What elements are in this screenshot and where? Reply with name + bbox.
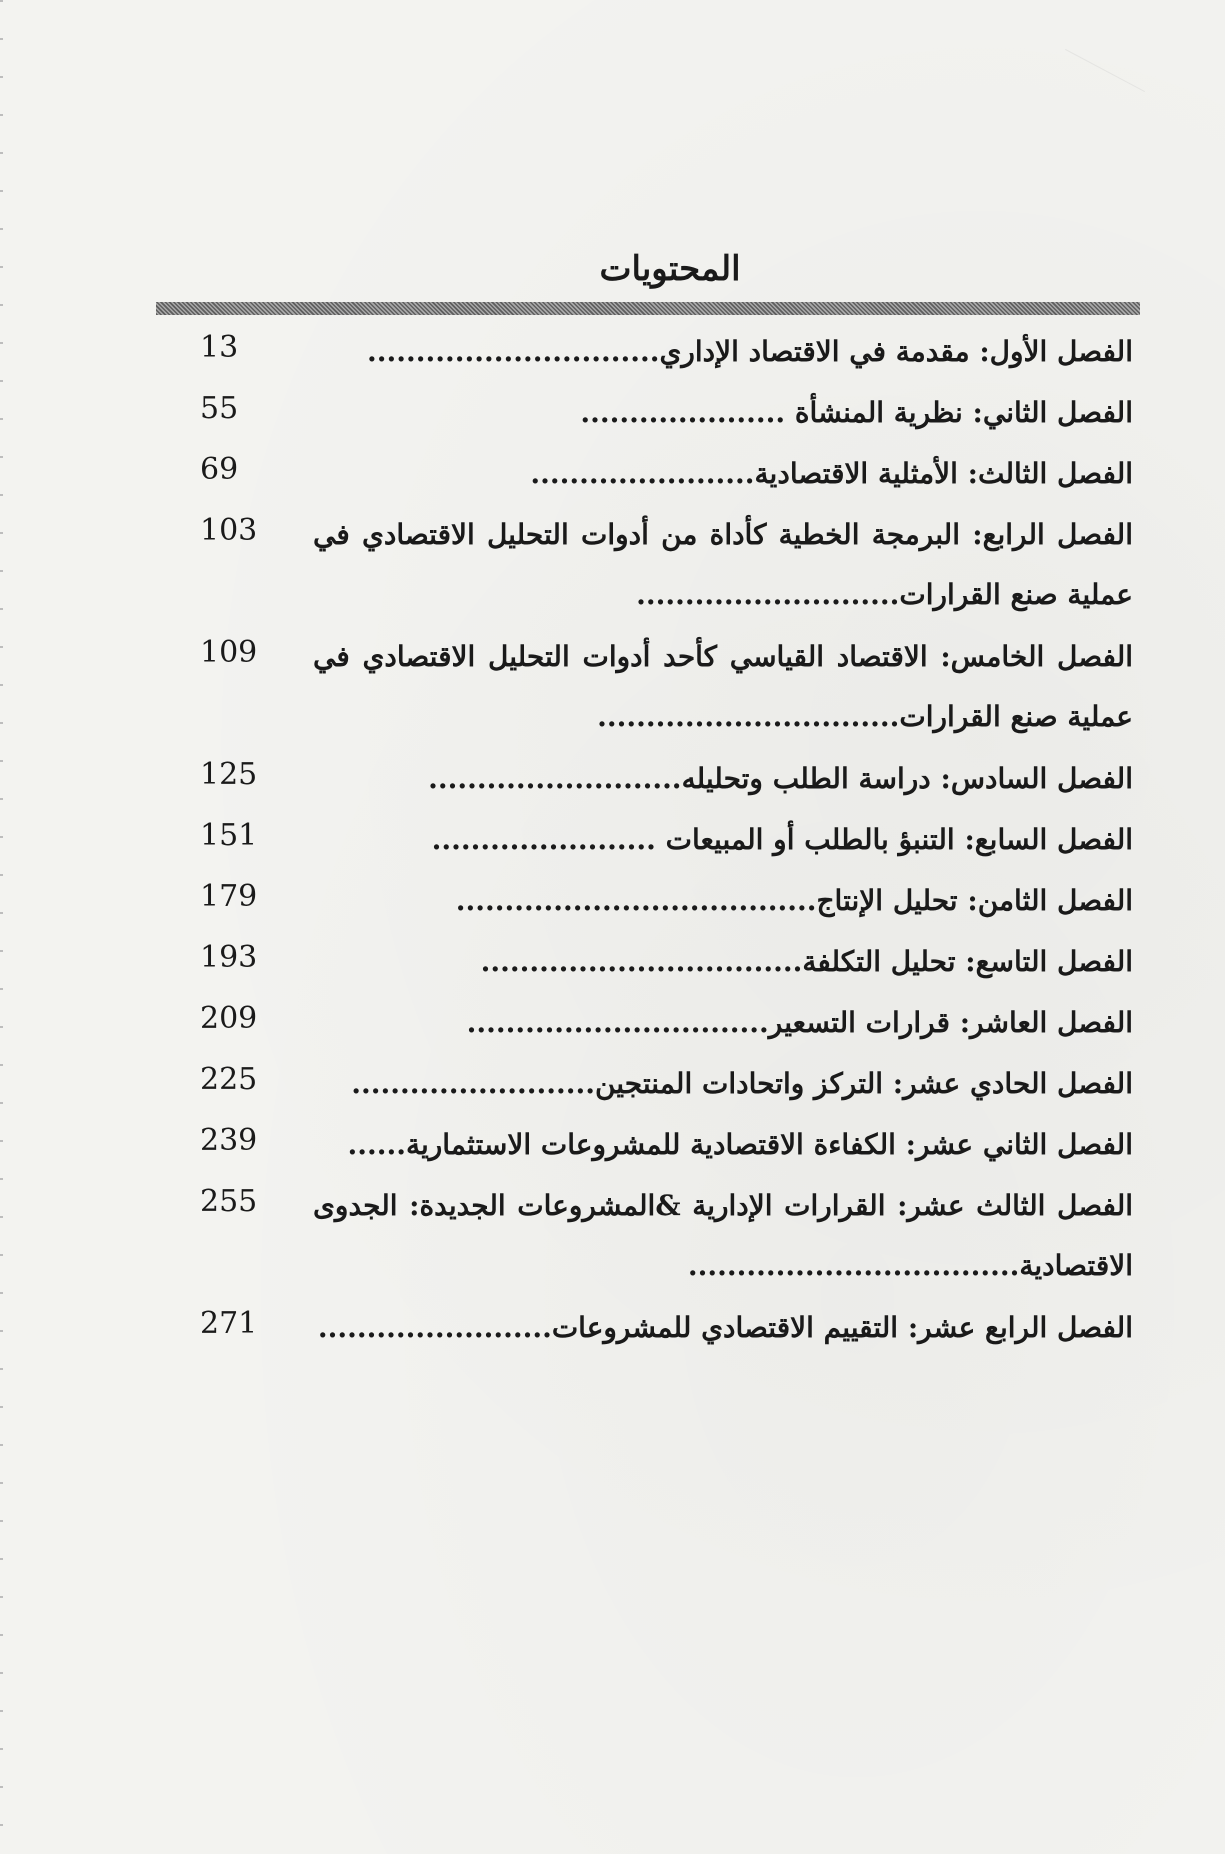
page-number: 239: [200, 1123, 258, 1158]
toc-entry-text: [313, 1054, 1133, 1114]
dot-leader: .........................: [351, 1067, 595, 1100]
toc-entry: [0, 989, 1225, 1049]
toc-entry-text: [313, 810, 1133, 870]
page-number: 255: [200, 1184, 258, 1219]
toc-entry-text: [313, 505, 1133, 625]
title-rule: [156, 302, 1140, 315]
page-number: 109: [200, 635, 258, 670]
chapter-title: الفصل الأول: مقدمة في الاقتصاد الإداري: [659, 335, 1133, 368]
dot-leader: ........................: [317, 1311, 552, 1344]
chapter-title: الفصل الثاني: نظرية المنشأة: [794, 396, 1133, 429]
toc-entry: [0, 1294, 1225, 1354]
chapter-title: الفصل الثالث عشر: القرارات الإدارية &المشروعات الجديدة: الجدوى الاقتصادية: [313, 1189, 1133, 1282]
toc-entry-text: [313, 1115, 1133, 1175]
toc-entry-text: [313, 749, 1133, 809]
page-number: 125: [200, 757, 258, 792]
page-number: 271: [200, 1306, 258, 1341]
toc-entry-text: [313, 993, 1133, 1053]
page-number: 13: [200, 330, 239, 365]
toc-entry: [0, 745, 1225, 805]
chapter-title: الفصل الرابع عشر: التقييم الاقتصادي للمشروعات: [551, 1311, 1133, 1344]
toc-entry-text: [313, 383, 1133, 443]
chapter-title: الفصل الثاني عشر: الكفاءة الاقتصادية للمشروعات الاستثمارية: [405, 1128, 1133, 1161]
scan-artifact: [1065, 49, 1145, 92]
dot-leader: .....................................: [455, 884, 817, 917]
dot-leader: ......: [347, 1128, 406, 1161]
toc-entry-text: [313, 1176, 1133, 1296]
page-number: 179: [200, 879, 258, 914]
dot-leader: .................................: [480, 945, 803, 978]
page-number: 69: [200, 452, 239, 487]
dot-leader: ..............................: [367, 335, 660, 368]
page-number: 193: [200, 940, 258, 975]
toc-entry: [0, 501, 1225, 623]
toc-entry-text: [313, 871, 1133, 931]
chapter-title: الفصل الرابع: البرمجة الخطية كأداة من أدوات التحليل الاقتصادي في عملية صنع القرارات: [313, 518, 1133, 611]
chapter-title: الفصل الثالث: الأمثلية الاقتصادية: [754, 457, 1133, 490]
dot-leader: ..........................: [428, 762, 682, 795]
toc-entry-text: [313, 932, 1133, 992]
chapter-title: الفصل الحادي عشر: التركز واتحادات المنتجين: [594, 1067, 1133, 1100]
toc-entry: [0, 928, 1225, 988]
toc-entry: [0, 1111, 1225, 1171]
chapter-title: الفصل السادس: دراسة الطلب وتحليله: [681, 762, 1133, 795]
chapter-title: الفصل التاسع: تحليل التكلفة: [802, 945, 1133, 978]
toc-entry-text: [313, 1298, 1133, 1358]
chapter-title: الفصل الخامس: الاقتصاد القياسي كأحد أدوات التحليل الاقتصادي في عملية صنع القرارات: [313, 640, 1133, 733]
chapter-title: الفصل العاشر: قرارات التسعير: [768, 1006, 1133, 1039]
dot-leader: .....................: [580, 396, 786, 429]
toc-entry: [0, 1172, 1225, 1294]
dot-leader: .......................: [431, 823, 656, 856]
page-title: المحتويات: [599, 249, 741, 289]
binding-edge: [0, 0, 3, 1854]
toc-entry-text: [313, 322, 1133, 382]
toc-entry: [0, 379, 1225, 439]
toc-entry: [0, 623, 1225, 745]
toc-entry: [0, 867, 1225, 927]
page-number: 103: [200, 513, 258, 548]
dot-leader: ...............................: [597, 700, 900, 733]
dot-leader: ..................................: [687, 1249, 1020, 1282]
toc-entry: [0, 806, 1225, 866]
page-number: 151: [200, 818, 258, 853]
page-number: 225: [200, 1062, 258, 1097]
chapter-title: الفصل السابع: التنبؤ بالطلب أو المبيعات: [665, 823, 1133, 856]
toc-entry-text: [313, 627, 1133, 747]
toc-entry-text: [313, 444, 1133, 504]
chapter-title: الفصل الثامن: تحليل الإنتاج: [816, 884, 1133, 917]
page-number: 209: [200, 1001, 258, 1036]
toc-entry: [0, 1050, 1225, 1110]
toc-entry: [0, 440, 1225, 500]
dot-leader: ...........................: [636, 578, 900, 611]
toc-entry: [0, 318, 1225, 378]
dot-leader: .......................: [530, 457, 755, 490]
dot-leader: ...............................: [466, 1006, 769, 1039]
page-number: 55: [200, 391, 239, 426]
